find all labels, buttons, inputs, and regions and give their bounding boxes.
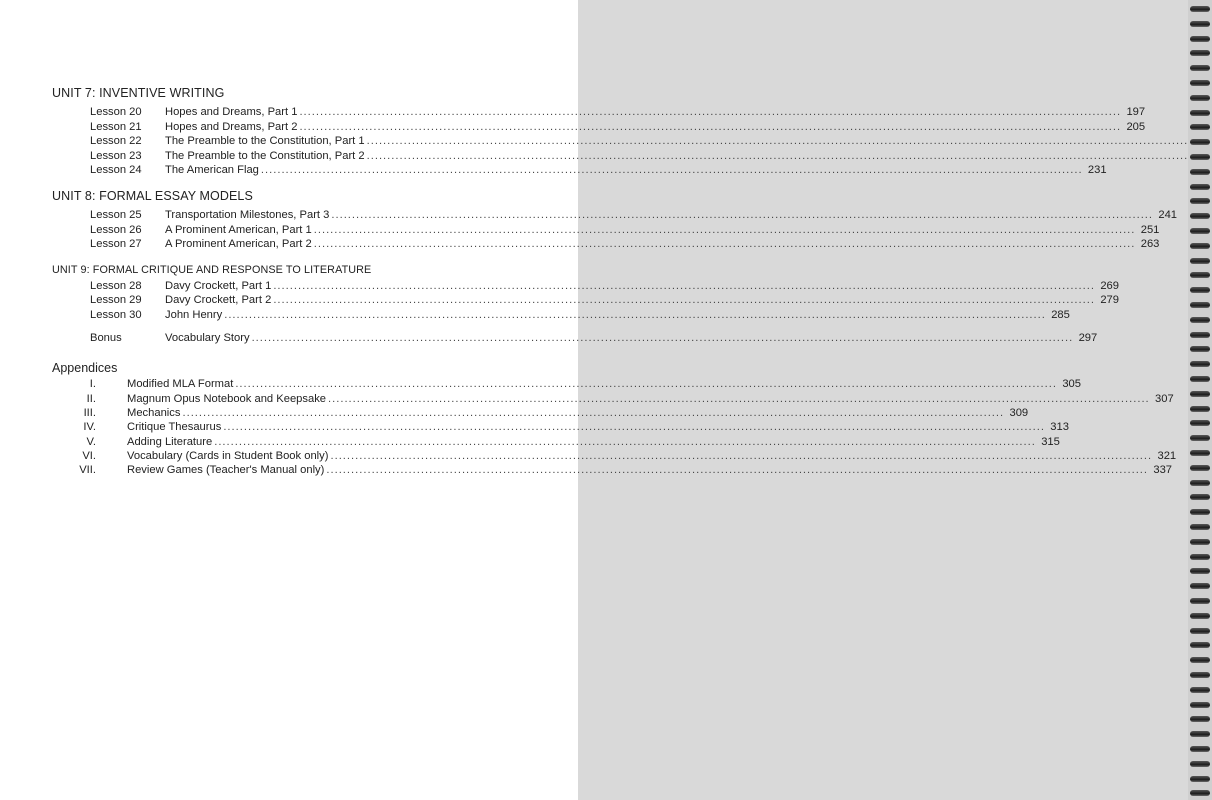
appendix-title: Review Games (Teacher's Manual only) xyxy=(127,464,325,477)
binding-coil xyxy=(1190,465,1210,471)
binding-coil xyxy=(1190,376,1210,382)
binding-coil xyxy=(1190,346,1210,352)
unit-9-section xyxy=(52,263,1119,345)
binding-coil xyxy=(1190,406,1210,412)
binding-coil xyxy=(1190,243,1210,249)
page-number: 321 xyxy=(1157,450,1177,463)
lesson-label: Lesson 26 xyxy=(90,223,142,236)
dot-leader: ........................................................................................................................................................................................................ xyxy=(331,208,1154,221)
appendix-number: IV. xyxy=(83,421,96,434)
dot-leader: ........................................................................................................................................................................................................ xyxy=(273,294,1095,307)
lesson-label: Lesson 25 xyxy=(90,208,142,221)
binding-coil xyxy=(1190,332,1210,338)
binding-coil xyxy=(1190,139,1210,145)
dot-leader: ........................................................................................................................................................................................................ xyxy=(299,106,1122,118)
lesson-title: Hopes and Dreams, Part 1 xyxy=(165,106,298,118)
dot-leader: ........................................................................................................................................................................................................ xyxy=(223,421,1045,434)
binding-coil xyxy=(1190,731,1210,737)
binding-coil xyxy=(1190,391,1210,397)
spiral-binding xyxy=(1188,0,1212,800)
toc-entry xyxy=(52,149,1189,164)
lesson-label: Lesson 27 xyxy=(90,238,142,251)
page-number: 263 xyxy=(1140,238,1160,251)
appendix-number: III. xyxy=(83,406,96,419)
lesson-title: The Preamble to the Constitution, Part 2 xyxy=(165,149,365,162)
table-of-contents xyxy=(52,86,1189,478)
binding-coil xyxy=(1190,110,1210,116)
binding-coil xyxy=(1190,790,1210,796)
toc-entry xyxy=(52,208,1178,223)
binding-coil xyxy=(1190,628,1210,634)
unit-heading: UNIT 8: FORMAL ESSAY MODELS xyxy=(52,188,253,203)
binding-coil xyxy=(1190,169,1210,175)
appendix-entry xyxy=(52,435,1060,449)
page-number: 297 xyxy=(1078,331,1098,344)
binding-coil xyxy=(1190,50,1210,56)
unit-heading: UNIT 7: INVENTIVE WRITING xyxy=(52,86,225,100)
appendix-title: Critique Thesaurus xyxy=(127,421,222,434)
page-number: 309 xyxy=(1009,406,1029,419)
binding-coil xyxy=(1190,716,1210,722)
lesson-label: Lesson 21 xyxy=(90,120,142,133)
appendix-title: Adding Literature xyxy=(127,435,213,448)
toc-entry xyxy=(52,308,1070,323)
binding-coil xyxy=(1190,6,1210,12)
lesson-title: A Prominent American, Part 2 xyxy=(165,238,312,251)
binding-coil xyxy=(1190,642,1210,648)
binding-coil xyxy=(1190,746,1210,752)
lesson-label: Lesson 24 xyxy=(90,164,142,177)
unit-heading: UNIT 9: FORMAL CRITIQUE AND RESPONSE TO LITERATURE xyxy=(52,263,372,276)
binding-coil xyxy=(1190,539,1210,545)
binding-coil xyxy=(1190,776,1210,782)
page-number: 337 xyxy=(1153,464,1173,477)
toc-entry xyxy=(52,163,1107,178)
appendix-title: Vocabulary (Cards in Student Book only) xyxy=(127,450,329,463)
binding-coil xyxy=(1190,672,1210,678)
binding-coil xyxy=(1190,154,1210,160)
binding-coil xyxy=(1190,480,1210,486)
appendix-entry xyxy=(52,377,1081,391)
binding-coil xyxy=(1190,258,1210,264)
appendix-number: V. xyxy=(86,435,96,448)
lesson-label: Lesson 28 xyxy=(90,279,142,292)
binding-coil xyxy=(1190,761,1210,767)
binding-coil xyxy=(1190,657,1210,663)
appendix-number: II. xyxy=(86,392,96,405)
appendix-number: VI. xyxy=(82,450,96,463)
binding-coil xyxy=(1190,687,1210,693)
toc-entry xyxy=(52,134,1189,149)
appendix-entry xyxy=(52,449,1177,463)
appendix-number: I. xyxy=(89,378,96,391)
binding-coil xyxy=(1190,95,1210,101)
binding-coil xyxy=(1190,213,1210,219)
dot-leader: ........................................................................................................................................................................................................ xyxy=(273,279,1095,292)
page-number: 315 xyxy=(1041,435,1060,448)
page-number: 313 xyxy=(1050,421,1069,434)
page-number: 305 xyxy=(1062,378,1081,391)
binding-coil xyxy=(1190,228,1210,234)
appendix-title: Modified MLA Format xyxy=(127,378,234,391)
binding-coil xyxy=(1190,65,1210,71)
binding-coil xyxy=(1190,568,1210,574)
toc-entry xyxy=(52,279,1119,294)
lesson-label: Lesson 23 xyxy=(90,149,142,162)
dot-leader: ........................................................................................................................................................................................................ xyxy=(182,406,1005,419)
lesson-title: Transportation Milestones, Part 3 xyxy=(165,208,330,221)
page-number: 269 xyxy=(1100,279,1119,292)
bonus-entry xyxy=(52,331,1098,346)
binding-coil xyxy=(1190,613,1210,619)
page-number: 251 xyxy=(1140,223,1160,236)
binding-coil xyxy=(1190,494,1210,500)
binding-coil xyxy=(1190,450,1210,456)
binding-coil xyxy=(1190,509,1210,515)
lesson-title: Davy Crockett, Part 2 xyxy=(165,294,272,307)
dot-leader: ........................................................................................................................................................................................................ xyxy=(224,308,1046,321)
appendix-entry xyxy=(52,392,1174,406)
page-number: 231 xyxy=(1087,164,1107,177)
binding-coil xyxy=(1190,583,1210,589)
toc-entry xyxy=(52,237,1160,252)
page-number: 241 xyxy=(1158,208,1178,221)
dot-leader: ........................................................................................................................................................................................................ xyxy=(260,164,1083,177)
dot-leader: ........................................................................................................................................................................................................ xyxy=(328,392,1150,405)
binding-coil xyxy=(1190,272,1210,278)
dot-leader: ........................................................................................................................................................................................................ xyxy=(235,378,1057,391)
binding-coil xyxy=(1190,21,1210,27)
page-number: 279 xyxy=(1100,294,1119,307)
dot-leader: ........................................................................................................................................................................................................ xyxy=(366,135,1189,148)
bonus-title: Vocabulary Story xyxy=(165,331,250,344)
page-number: 205 xyxy=(1126,120,1146,133)
bonus-label: Bonus xyxy=(90,331,122,344)
appendix-entry xyxy=(52,463,1173,477)
toc-entry xyxy=(52,105,1146,120)
dot-leader: ........................................................................................................................................................................................................ xyxy=(299,120,1122,133)
binding-coil xyxy=(1190,198,1210,204)
lesson-label: Lesson 30 xyxy=(90,308,142,321)
unit-8-section xyxy=(52,188,1178,252)
dot-leader: ........................................................................................................................................................................................................ xyxy=(313,223,1136,236)
appendix-title: Magnum Opus Notebook and Keepsake xyxy=(127,392,327,405)
toc-entry xyxy=(52,293,1119,308)
dot-leader: ........................................................................................................................................................................................................ xyxy=(326,464,1149,477)
lesson-label: Lesson 22 xyxy=(90,135,142,148)
binding-coil xyxy=(1190,317,1210,323)
page-number: 307 xyxy=(1155,392,1174,405)
binding-coil xyxy=(1190,420,1210,426)
appendices-heading: Appendices xyxy=(52,361,118,376)
dot-leader: ........................................................................................................................................................................................................ xyxy=(251,331,1074,344)
lesson-title: Davy Crockett, Part 1 xyxy=(165,279,272,292)
binding-coil xyxy=(1190,435,1210,441)
lesson-title: A Prominent American, Part 1 xyxy=(165,223,312,236)
lesson-label: Lesson 20 xyxy=(90,106,142,118)
binding-coil xyxy=(1190,184,1210,190)
dot-leader: ........................................................................................................................................................................................................ xyxy=(330,450,1153,463)
page-number: 285 xyxy=(1051,308,1070,321)
unit-7-section xyxy=(52,86,1189,178)
lesson-title: The Preamble to the Constitution, Part 1 xyxy=(165,135,365,148)
binding-coil xyxy=(1190,287,1210,293)
binding-coil xyxy=(1190,361,1210,367)
appendix-entry xyxy=(52,406,1029,420)
dot-leader: ........................................................................................................................................................................................................ xyxy=(313,238,1136,251)
binding-coil xyxy=(1190,36,1210,42)
page-number: 197 xyxy=(1126,106,1146,118)
lesson-title: The American Flag xyxy=(165,164,259,177)
lesson-title: Hopes and Dreams, Part 2 xyxy=(165,120,298,133)
toc-entry xyxy=(52,223,1160,238)
binding-coil xyxy=(1190,524,1210,530)
dot-leader: ........................................................................................................................................................................................................ xyxy=(214,435,1036,448)
appendices-section xyxy=(52,361,1177,478)
appendix-title: Mechanics xyxy=(127,406,181,419)
dot-leader: ........................................................................................................................................................................................................ xyxy=(366,149,1189,162)
appendix-entry xyxy=(52,420,1069,434)
binding-coil xyxy=(1190,80,1210,86)
lesson-title: John Henry xyxy=(165,308,223,321)
binding-coil xyxy=(1190,554,1210,560)
lesson-label: Lesson 29 xyxy=(90,294,142,307)
toc-entry xyxy=(52,120,1146,135)
binding-coil xyxy=(1190,598,1210,604)
binding-coil xyxy=(1190,302,1210,308)
binding-coil xyxy=(1190,124,1210,130)
appendix-number: VII. xyxy=(79,464,96,477)
binding-coil xyxy=(1190,702,1210,708)
